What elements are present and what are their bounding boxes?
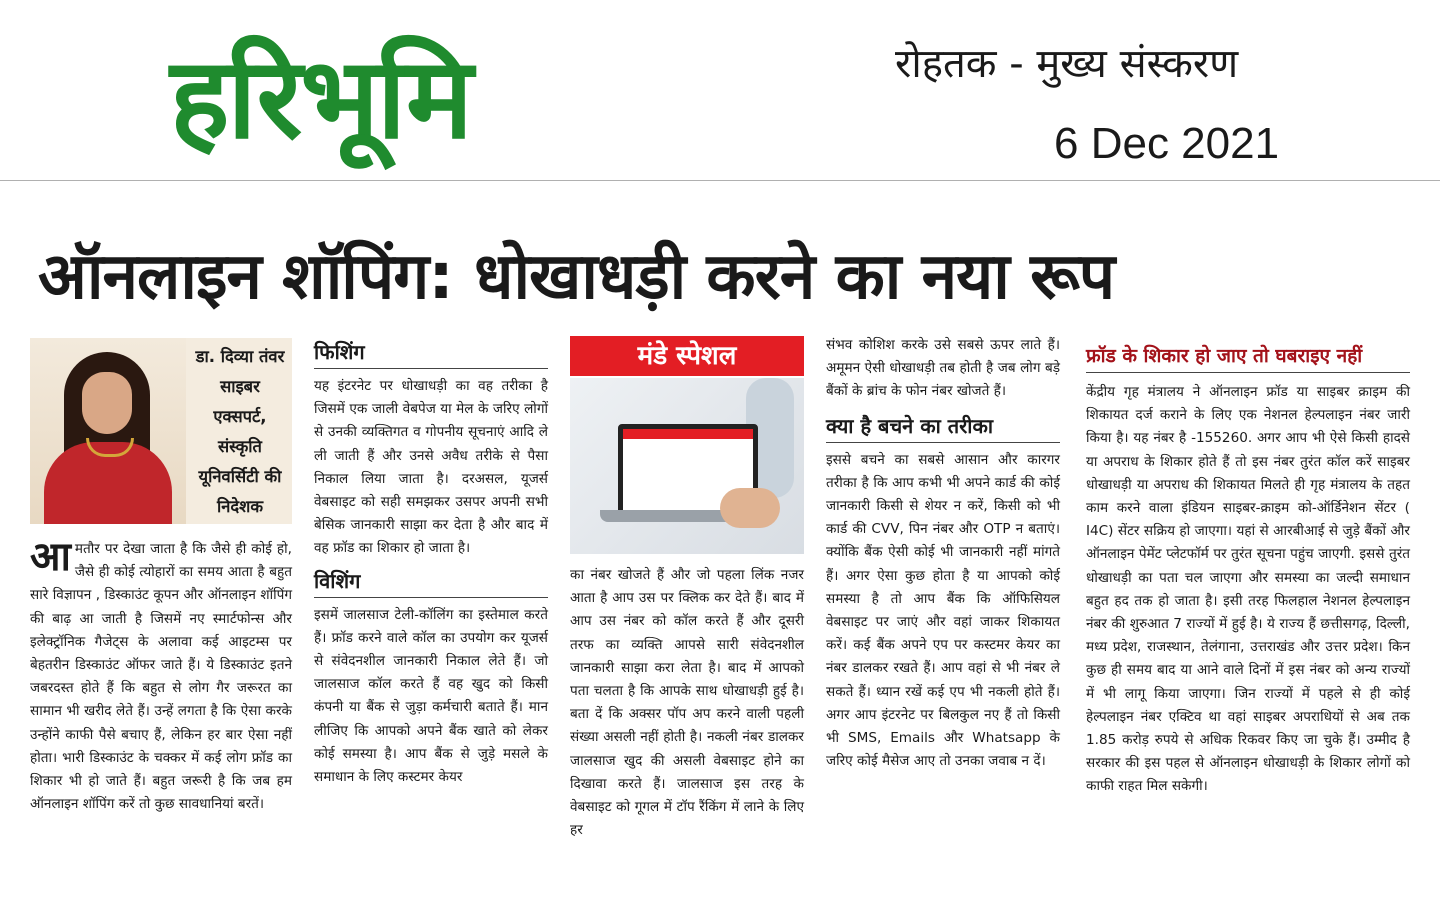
edition-date: 6 Dec 2021 (1054, 119, 1280, 168)
column-special (570, 564, 804, 842)
phishing-text: यह इंटरनेट पर धोखाधड़ी का वह तरीका है जिसमें एक जाली वेबपेज या मेल के जरिए लोगों से उनकी व्यक्तिगत व गोपनीय सूचनाएं आदि ले ली जाती हैं और उनसे अवैध तरीके से पैसा निकाल लिया जाता है। दरअसल, यूजर्स वेबसाइट को सही समझकर उसपर अपनी सभी बेसिक जानकारी साझा कर देता है और बाद में वह फ्रॉड का शिकार हो जाता है। (314, 378, 548, 557)
author-photo (30, 338, 186, 524)
helpline-text: केंद्रीय गृह मंत्रालय ने ऑनलाइन फ्रॉड या साइबर क्राइम की शिकायत दर्ज कराने के लिए एक नेशनल हेल्पलाइन नंबर जारी किया है। यह नंबर है -155260. अगर आप भी ऐसे किसी हादसे या अपराध के शिकार होते हैं तो इस नंबर तुरंत कॉल करें साइबर धोखाधड़ी या अपराध की शिकायत मिलते ही गृह मंत्रालय के तहत काम करने वाला इंडियन साइबर-क्राइम को-ऑर्डिनेशन सेंटर ( I4C) सेंटर सक्रिय हो जाएगा। यहां से आरबीआई से जुड़े बैंकों और ऑनलाइन पेमेंट प्लेटफॉर्म पर तुरंत सूचना पहुंच जाएगी. इससे तुरंत धोखाधड़ी का पता चल जाएगा और समस्या का जल्दी समाधान बहुत हद तक हो जाता है। इसी तरह फिलहाल नेशनल हेल्पलाइन नंबर की शुरुआत 7 राज्यों में हुई है। ये राज्य हैं छत्तीसगढ़, दिल्ली, मध्य प्रदेश, राजस्थान, तेलंगाना, उत्तराखंड और उत्तर प्रदेश। किन कुछ ही समय बाद या आने वाले दिनों में इस नंबर को अन्य राज्यों में भी लागू किया जाएगा। जिन राज्यों में पहले से ही कोई हेल्पलाइन नंबर एक्टिव था वहां साइबर अपराधियों से अब तक 1.85 करोड़ रुपये से अधिक रिकवर किए जा चुके हैं। उम्मीद है सरकार की इस पहल से ऑनलाइन धोखाधड़ी के शिकार लोगों को काफी राहत मिल सकेगी। (1086, 384, 1410, 795)
column-intro (30, 534, 292, 816)
logo-text: हरिभूमि (170, 34, 472, 164)
author-name: डा. दिव्या तंवर (195, 347, 285, 366)
monday-special-banner: मंडे स्पेशल (570, 336, 804, 376)
subhead-prevention: क्या है बचने का तरीका (826, 412, 1060, 443)
article-headline: ऑनलाइन शॉपिंग: धोखाधड़ी करने का नया रूप (38, 240, 1115, 314)
newspaper-logo (170, 34, 690, 164)
dropcap: आ (30, 534, 71, 580)
column-helpline (1086, 342, 1410, 799)
prevention-intro-text: संभव कोशिश करके उसे सबसे ऊपर लाते हैं। अमूमन ऐसी धोखाधड़ी तब होती है जब लोग बड़े बैंकों के ब्रांच के फोन नंबर खोजते हैं। (826, 337, 1060, 400)
subhead-phishing: फिशिंग (314, 338, 548, 369)
laptop-illustration (570, 378, 804, 554)
column-phishing (314, 338, 548, 789)
author-box (30, 338, 292, 524)
vishing-text: इसमें जालसाज टेली-कॉलिंग का इस्तेमाल करते हैं। फ्रॉड करने वाले कॉल का उपयोग कर यूजर्स से संवेदनशील जानकारी निकाल लेते हैं। जो जालसाज कॉल करते हैं वह खुद को किसी कंपनी या बैंक से जुड़ा कर्मचारी बताते हैं। मान लीजिए कि आपको अपने बैंक खाते को लेकर कोई समस्या है। आप बैंक से जुड़े मसले के समाधान के लिए कस्टमर केयर (314, 606, 548, 786)
author-byline: डा. दिव्या तंवर साइबर एक्सपर्ट, संस्कृति यूनिवर्सिटी की निदेशक (190, 342, 290, 522)
edition-label: रोहतक - मुख्य संस्करण (895, 41, 1239, 87)
masthead-divider (0, 180, 1440, 181)
column-prevention (826, 334, 1060, 773)
subhead-vishing: विशिंग (314, 567, 548, 598)
special-text: का नंबर खोजते हैं और जो पहला लिंक नजर आता है आप उस पर क्लिक कर देते हैं। बाद में आप उस नंबर को कॉल करते हैं और दूसरी तरफ का व्यक्ति आपसे सारी संवेदनशील जानकारी साझा करा लेता है। बाद में आपको पता चलता है कि आपके साथ धोखाधड़ी हुई है। बता दें कि अक्सर पॉप अप करने वाली पहली संख्या असली नहीं होती है। नकली नंबर डालकर जालसाज खुद की असली वेबसाइट होने का दिखावा करते हैं। जालसाज इस तरह के वेबसाइट को गूगल में टॉप रैंकिंग में लाने के लिए हर (570, 567, 804, 839)
prevention-text: इससे बचने का सबसे आसान और कारगर तरीका है कि आप कभी भी अपने कार्ड की कोई जानकारी किसी से शेयर न करें, किसी को भी कार्ड की CVV, पिन नंबर और OTP न बताएं। क्योंकि बैंक ऐसी कोई भी जानकारी नहीं मांगते हैं। अगर ऐसा कुछ होता है या आपको कोई समस्या है तो आप बैंक कि ऑफिसियल वेबसाइट पर जाएं और वहां जाकर शिकायत करें। कई बैंक अपने एप पर कस्टमर केयर का नंबर डालकर रखते हैं। आप वहां से भी नंबर ले सकते हैं। ध्यान रखें कई एप भी नकली होते हैं। अगर आप इंटरनेट पर बिलकुल नए हैं तो किसी भी SMS, Emails और Whatsapp के जरिए कोई मैसेज आए तो उनका जवाब न दें। (826, 451, 1060, 770)
intro-text: मतौर पर देखा जाता है कि जैसे ही कोई हो, जैसे ही कोई त्योहारों का समय आता है बहुत सारे विज्ञापन , डिस्काउंट कूपन और ऑनलाइन शॉपिंग की बाढ़ आ जाती है जिसमें नए स्मार्टफोन्स और इलेक्ट्रॉनिक गैजेट्स के अलावा कई आइटम्स पर बेहतरीन डिस्काउंट ऑफर जाते हैं। ये डिस्काउंट इतने जबरदस्त होते हैं कि बहुत से लोग गैर जरूरत का सामान भी खरीद लेते हैं। उन्हें लगता है कि ऐसा करके उन्होंने काफी पैसे बचाए हैं, लेकिन हर बार ऐसा नहीं होता। भारी डिस्काउंट के चक्कर में कई लोग फ्रॉड का शिकार भी हो जाते हैं। बहुत जरूरी है कि जब हम ऑनलाइन शॉपिंग करें तो कुछ सावधानियां बरतें। (30, 541, 292, 813)
subhead-helpline: फ्रॉड के शिकार हो जाए तो घबराइए नहीं (1086, 342, 1410, 373)
